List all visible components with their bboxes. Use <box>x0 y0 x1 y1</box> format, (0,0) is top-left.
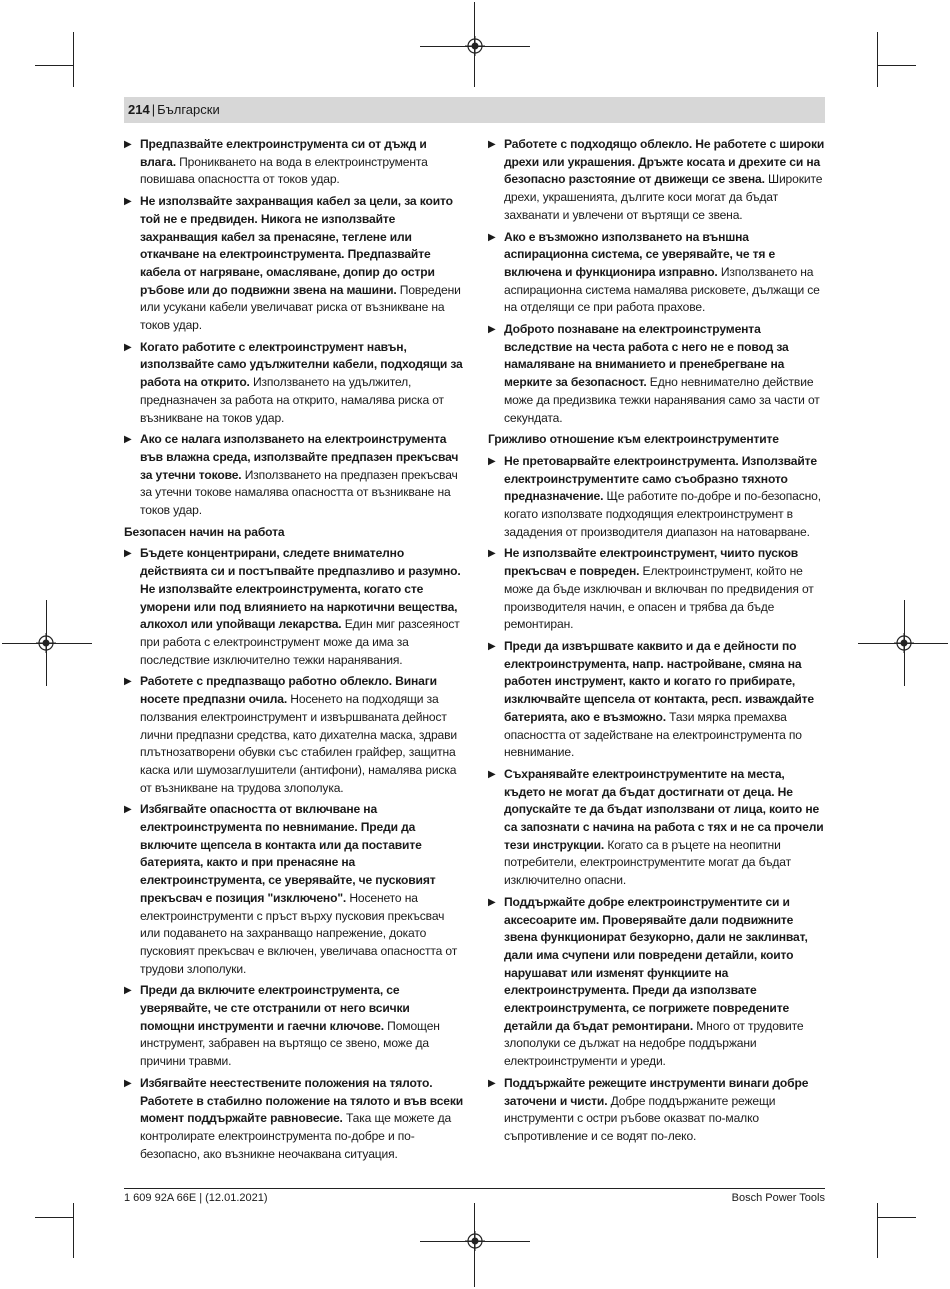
crop-mark <box>877 32 878 87</box>
crop-mark <box>2 643 92 644</box>
instruction-text: Помощен инструмент, забравен на въртящо се звено, може да причини травми. <box>140 1018 440 1069</box>
crop-mark <box>858 643 948 644</box>
safety-instruction <box>488 321 828 427</box>
bullet-arrow-icon: ▶ <box>488 455 496 467</box>
instruction-bold: Избягвайте опасността от включване на електроинструмента по невнимание. Преди да включите щепсела в контакта или да поставите батерията, както и при пренасяне на електроинструмента, се уверявайте, че пусковият прекъсвач е позиция "изключено". <box>140 802 436 905</box>
crop-mark <box>877 1203 878 1258</box>
bullet-arrow-icon: ▶ <box>488 1077 496 1089</box>
instruction-text: Едно невнимателно действие може да предизвика тежки наранявания само за части от секундата. <box>504 375 820 425</box>
instruction-bold: Не използвайте захранващия кабел за цели, за които той не е предвиден. Никога не използвайте захранващия кабел за пренасяне, теглене или откачване на електроинструмента. Предпазвайте кабела от нагряване, омасляване, допир до остри ръбове или до подвижни звена на машини. <box>140 194 453 297</box>
bullet-arrow-icon: ▶ <box>488 768 496 780</box>
safety-instruction <box>124 339 464 428</box>
instruction-text: Така ще можете да контролирате електроинструмента по-добре и по-безопасно, ако възникне неочаквана ситуация. <box>140 1111 452 1161</box>
instruction-text: Проникването на вода в електроинструмента повишава опасността от токов удар. <box>140 154 428 187</box>
crop-mark <box>878 1217 916 1218</box>
instruction-bold: Поддържайте режещите инструменти винаги добре заточени и чисти. <box>504 1075 809 1108</box>
instruction-bold: Преди да извършвате каквито и да е дейности по електроинструмента, напр. настройване, смяна на работен инструмент, както и когато го прибирате, изключвайте щепсела от контакта, респ. изваждайте батерията, ако е възможно. <box>504 638 815 724</box>
bullet-arrow-icon: ▶ <box>124 985 132 997</box>
instruction-bold: Ако се налага използването на електроинструмента във влажна среда, използвайте предпазен прекъсвач за утечни токове. <box>140 432 459 482</box>
bullet-arrow-icon: ▶ <box>488 640 496 652</box>
bullet-arrow-icon: ▶ <box>124 676 132 688</box>
safety-instruction <box>488 638 828 762</box>
crop-mark <box>474 1203 475 1287</box>
instruction-text: Когато са в ръцете на неопитни потребители, електроинструментите могат да бъдат изключително опасни. <box>504 837 791 888</box>
safety-instruction <box>488 894 828 1071</box>
instruction-bold: Преди да включите електроинструмента, се уверявайте, че сте отстранили от него всички помощни инструменти и гаечни ключове. <box>140 983 410 1033</box>
bullet-arrow-icon: ▶ <box>488 324 496 336</box>
bullet-arrow-icon: ▶ <box>124 548 132 560</box>
header-separator: | <box>151 102 156 117</box>
safety-instruction <box>124 982 464 1071</box>
crop-mark <box>420 1241 530 1242</box>
instruction-bold: Когато работите с електроинструмент навън, използвайте само удължителни кабели, подходящи за работа на открито. <box>140 339 463 390</box>
instruction-bold: Не претоварвайте електроинструмента. Използвайте електроинструментите само съобразно тяхното предназначение. <box>504 453 817 504</box>
instruction-text: Използването на предпазен прекъсвач за утечни токове намалява опасността от възникване на токов удар. <box>140 467 458 518</box>
instruction-text: Повредени или усукани кабели увеличават риска от възникване на токов удар. <box>140 282 461 333</box>
crop-mark <box>73 32 74 87</box>
instruction-bold: Не използвайте електроинструмент, чиито пусков прекъсвач е повреден. <box>504 546 799 579</box>
bullet-arrow-icon: ▶ <box>124 1077 132 1089</box>
instruction-text: Използването на аспирационна система намалява рисковете, дължащи се на отделящи се при работа прахове. <box>504 264 820 315</box>
bullet-arrow-icon: ▶ <box>124 196 132 208</box>
instruction-text: Ще работите по-добре и по-безопасно, когато използвате подходящия електроинструмент в зададения от производителя диапазон на натоварване. <box>504 489 821 539</box>
instruction-text: Носенето на подходящи за ползвания електроинструмент и извършваната дейност лични предпазни средства, като дихателна маска, здрави плътнозатворени обувки със стабилен грайфер, защитна каска или шумозаглушители (антифони), намалява риска от възникване на трудова злополука. <box>140 692 457 795</box>
bullet-arrow-icon: ▶ <box>488 139 496 150</box>
page-number: 214 <box>128 102 150 117</box>
instruction-bold: Работете с подходящо облекло. Не работете с широки дрехи или украшения. Дръжте косата и дрехите си на безопасно разстояние от движещи се звена. <box>504 137 825 187</box>
bullet-arrow-icon: ▶ <box>124 804 132 816</box>
instruction-text: Електроинструмент, който не може да бъде изключван и включван по предвидения от производителя начин, е опасен и трябва да бъде ремонтиран. <box>504 564 814 632</box>
safety-instruction <box>488 545 828 634</box>
safety-instruction <box>488 229 828 318</box>
safety-instruction <box>124 1075 464 1164</box>
crop-mark <box>420 46 530 47</box>
crop-mark <box>35 65 73 66</box>
safety-instruction <box>124 193 464 335</box>
instruction-bold: Ако е възможно използването на външна аспирационна система, се уверявайте, че тя е включена и функционира изправно. <box>504 229 776 279</box>
footer-brand: Bosch Power Tools <box>731 1192 825 1204</box>
instruction-text: Добре поддържаните режещи инструменти с остри ръбове оказват по-малко съпротивление и се водят по-леко. <box>504 1093 776 1143</box>
instruction-text: Широките дрехи, украшенията, дългите коси могат да бъдат захванати и увлечени от въртящи се звена. <box>504 172 823 222</box>
instruction-text: Тази мярка премахва опасността от задействане на електроинструмента по невнимание. <box>504 709 802 760</box>
instruction-text: Носенето на електроинструменти с пръст върху пусковия прекъсвач или подаването на захранващо напрежение, докато пусковият прекъсвач е включен, увеличава опасността от трудови злополуки. <box>140 890 458 976</box>
instruction-bold: Предпазвайте електроинструмента си от дъжд и влага. <box>140 137 427 169</box>
instruction-text: Един миг разсеяност при работа с електроинструмент може да има за последствие изключително тежки наранявания. <box>140 617 460 667</box>
safety-instruction <box>488 453 828 542</box>
safety-instruction <box>488 1075 828 1146</box>
instruction-bold: Бъдете концентрирани, следете внимателно действията си и постъпвайте предпазливо и разумно. Не използвайте електроинструмента, когато сте уморени или под влиянието на наркотични вещества, алкохол или упойващи лекарства. <box>140 546 461 632</box>
safety-instruction <box>488 766 828 890</box>
header-language: Български <box>157 102 220 117</box>
bullet-arrow-icon: ▶ <box>488 548 496 560</box>
instruction-bold: Доброто познаване на електроинструмента вследствие на честа работа с него не е повод за намаляване на вниманието и пренебрегване на мерките за безопасност. <box>504 322 789 390</box>
instruction-bold: Избягвайте неестествените положения на тялото. Работете в стабилно положение на тялото и във всеки момент поддържайте равновесие. <box>140 1075 464 1126</box>
footer-divider <box>124 1188 825 1189</box>
crop-mark <box>878 65 916 66</box>
crop-mark <box>35 1217 73 1218</box>
safety-instruction <box>124 801 464 978</box>
instruction-text: Използването на удължител, предназначен за работа на открито, намалява риска от възникване на токов удар. <box>140 375 444 425</box>
instruction-bold: Работете с предпазващо работно облекло. Винаги носете предпазни очила. <box>140 674 437 707</box>
bullet-arrow-icon: ▶ <box>488 231 496 243</box>
safety-instruction <box>488 136 828 225</box>
section-heading: Грижливо отношение към електроинструментите <box>488 432 779 447</box>
bullet-arrow-icon: ▶ <box>124 434 132 446</box>
page-header <box>124 97 825 123</box>
bullet-arrow-icon: ▶ <box>488 896 496 908</box>
bullet-arrow-icon: ▶ <box>124 341 132 353</box>
instruction-text: Много от трудовите злополуки се дължат на недобре поддържани електроинструменти и уреди. <box>504 1018 804 1069</box>
left-column <box>124 136 464 1167</box>
safety-instruction <box>124 673 464 797</box>
safety-instruction <box>124 545 464 669</box>
crop-mark <box>73 1203 74 1258</box>
footer-doc-id: 1 609 92A 66E | (12.01.2021) <box>124 1192 268 1204</box>
right-column <box>488 136 828 1150</box>
instruction-bold: Съхранявайте електроинструментите на места, където не могат да бъдат достигнати от деца. Не допускайте те да бъдат използвани от лица, които не са запознати с начина на работа с тях и не са прочели тези инструкции. <box>504 766 824 852</box>
safety-instruction <box>124 431 464 520</box>
bullet-arrow-icon: ▶ <box>124 139 132 150</box>
crop-mark <box>474 2 475 87</box>
instruction-bold: Поддържайте добре електроинструментите си и аксесоарите им. Проверявайте дали подвижните звена функционират безукорно, дали не заклинват, дали има счупени или повредени детайли, които нарушават или изменят функциите на електроинструмента. Преди да използвате електроинструмента, се погрижете повредените детайли да бъдат ремонтирани. <box>504 894 808 1033</box>
section-heading: Безопасен начин на работа <box>124 524 285 539</box>
safety-instruction <box>124 136 464 189</box>
